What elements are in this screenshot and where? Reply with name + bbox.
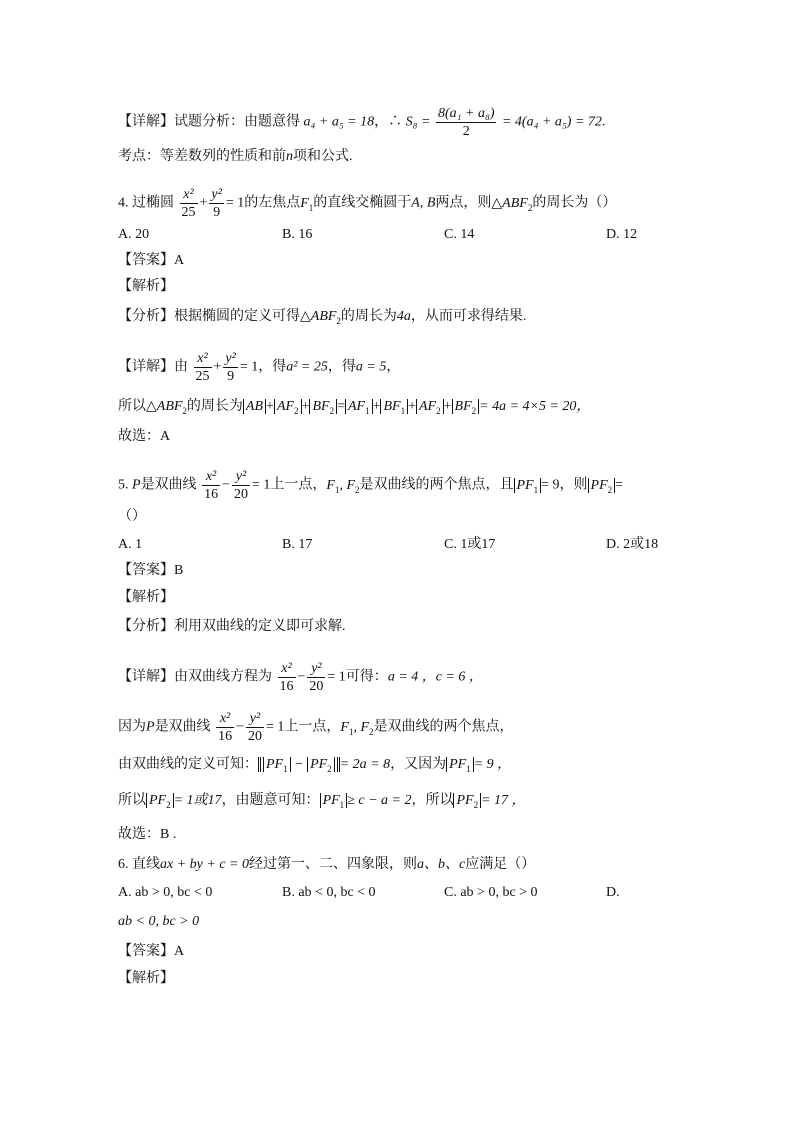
frac-num: x² [278,660,296,678]
q4-detail: 【详解】由 $\frac{\text{x²}}{25}$ + $\frac{\text{y²}}{9}$ = 1，得a² = 25，得a = 5， [118,351,401,384]
a-squared: a² = 25 [286,359,328,375]
because-text: 上一点， [284,719,341,735]
abs-pf2: $PF_2$ [146,793,174,808]
stem-text: 的直线交椭圆于 [313,195,412,211]
abs-bf2: $BF_2$ [309,399,337,414]
abs-ab: AB [243,399,266,414]
hyperbola-y-fraction [307,660,325,695]
q5-stem: 5. P是双曲线 $\frac{\text{x²}}{16}$ − $\frac{\text{y²}}{20}$ = 1上一点，$F_1$, $F_2$是双曲线的两个焦点，且 $PF_1 = 9$，则 $PF_2$ = [118,469,624,502]
abs-af2: $AF_2$ [274,399,302,414]
stem-end: 的周长为（） [532,195,617,211]
q6-stem [118,856,535,874]
def-text: 由双曲线的定义可知： [118,757,258,772]
s8-denominator: 2 [462,124,470,139]
because-end: 是双曲线的两个焦点， [373,719,514,735]
q4-option-c: C. 14 [444,227,475,242]
frac-den: 16 [279,679,294,694]
detail-values: a = 4 ，c = 6 ， [387,669,483,685]
s8-lhs: S₈ = [405,114,431,130]
def-text: ，又因为 [390,757,447,772]
q6-answer: 【答案】A [118,944,185,959]
line-equation: ax + by + c = 0 [160,857,249,872]
kaodian-end: 项和公式. [293,149,353,164]
q5-because: 因为P是双曲线 $\frac{\text{x²}}{16}$ − $\frac{\text{y²}}{20}$ = 1上一点，$F_1$, $F_2$是双曲线的两个焦点， [118,711,514,744]
frac-den: 9 [213,205,221,220]
abs-diff: $PF_1 - PF_2$ [258,757,340,772]
triangle-abf2: $\triangle ABF_2$ [491,195,533,213]
period: . [601,114,606,130]
vars: a、b、c [416,857,466,872]
q6-number: 6. 直线 [118,857,160,872]
so-end: = 17 ， [481,793,526,808]
s8-numerator: 8(a₁ + a₈) [437,106,495,121]
so-value: = 1或17 [173,793,222,808]
q4-option-a: A. 20 [118,227,150,242]
foci: $F_1$, $F_2$ [326,477,360,495]
stem-text: 两点，则 [435,195,492,211]
because-text: 因为 [118,719,146,735]
stem-text: = 9，则 [541,477,588,493]
q6-option-a: A. ab > 0, bc < 0 [118,885,213,900]
q5-so [118,792,526,810]
stem-end: = [615,477,624,493]
point-p: P [146,719,155,735]
q6-jiexi: 【解析】 [118,971,174,986]
so-inequality: ≥ c − a = 2 [347,793,412,808]
frac-den: 16 [218,729,233,744]
def-end: = 9 ， [473,757,512,772]
analysis-text: 根据椭圆的定义可得 [174,309,300,324]
ellipse-y-fraction [223,350,237,385]
frac-den: 25 [195,369,210,384]
abs-bf2: $BF_2$ [452,399,480,414]
abs-pf1: $PF_1$ [446,757,474,772]
abs-pf2: $PF_2$ [453,793,481,808]
s8-fraction [436,105,497,140]
q5-answer: 【答案】B [118,563,184,578]
stem-text: 经过第一、二、四象限，则 [248,857,417,872]
detail-label: 【详解】 [118,114,174,130]
frac-den: 16 [204,487,219,502]
points-ab: A, B [411,195,436,211]
q5-paren: （） [118,509,146,524]
q5-number: 5. [118,477,129,493]
frac-num: y² [211,187,222,202]
analysis-label: 【分析】 [118,309,174,324]
ellipse-x-fraction [194,350,212,385]
frac-num: y² [225,351,236,366]
frac-num: x² [202,468,220,486]
frac-den: 20 [247,729,262,744]
so-text: 所以 [118,793,146,808]
q5-option-a: A. 1 [118,537,143,552]
perimeter-text: 所以 [118,399,146,414]
q3-kaodian [118,148,353,166]
foci: $F_1$, $F_2$ [340,719,374,737]
analysis-label: 【分析】 [118,619,174,634]
frac-num: x² [216,710,234,728]
stem-text: 的左焦点 [244,195,301,211]
stem-text: 是双曲线的两个焦点，且 [359,477,514,493]
q4-number: 4. 过椭圆 [118,195,174,211]
hyperbola-x-fraction [278,660,296,695]
q4-jiexi: 【解析】 [118,279,174,294]
point-p: P [132,477,141,493]
q4-choose: 故选：A [118,429,171,444]
detail-text: 由 [174,359,188,375]
abs-af1: $AF_1$ [345,399,373,414]
ellipse-y-fraction [209,186,223,221]
perimeter-result: = 4a = 4×5 = 20， [479,399,591,414]
frac-num: y² [232,468,250,486]
detail-text: 由双曲线方程为 [174,669,272,685]
analysis-text: 利用双曲线的定义即可求解. [174,619,346,634]
abs-pf2: $PF_2$ [588,478,616,493]
frac-den: 20 [233,487,248,502]
stem-text: 是双曲线 [140,477,197,493]
q4-option-b: B. 16 [282,227,313,242]
analysis-value: 4a [396,309,411,324]
analysis-text: 的周长为 [340,309,397,324]
q5-detail: 【详解】由双曲线方程为 $\frac{\text{x²}}{16}$ − $\frac{\text{y²}}{20}$ = 1可得：a = 4 ，c = 6 ， [118,661,483,694]
detail-text: 可得： [345,669,388,685]
because-text: 是双曲线 [154,719,211,735]
separator: ，∴ [374,114,403,130]
hyperbola-y-fraction [246,710,264,745]
q4-answer: 【答案】A [118,253,185,268]
sum-equation: a₄ + a₅ = 18 [303,114,375,130]
abs-af2: $AF_2$ [416,399,444,414]
a-value: a = 5 [355,359,387,375]
q5-option-d: D. 2或18 [606,537,659,552]
stem-end: 应满足（） [465,857,536,872]
frac-den: 20 [309,679,324,694]
abs-pf1: $PF_1$ [320,793,348,808]
hyperbola-x-fraction [216,710,234,745]
detail-text: ，得 [258,359,287,375]
q5-choose: 故选：B . [118,827,177,842]
so-text: ，所以 [411,793,454,808]
frac-num: x² [180,186,198,204]
q4-option-d: D. 12 [606,227,638,242]
detail-end: ， [386,359,401,375]
q6-option-d: D. [606,885,620,900]
analysis-end: ，从而可求得结果. [410,309,527,324]
q6-option-b: B. ab < 0, bc < 0 [282,885,376,900]
q5-option-b: B. 17 [282,537,313,552]
detail-label: 【详解】 [118,359,174,375]
frac-den: 25 [181,205,196,220]
q5-option-c: C. 1或17 [444,537,496,552]
hyperbola-x-fraction [202,468,220,503]
ellipse-x-fraction [180,186,198,221]
q6-option-c: C. ab > 0, bc > 0 [444,885,538,900]
def-equation: = 2a = 8 [339,757,391,772]
frac-den: 9 [227,369,235,384]
detail-text: 试题分析：由题意得 [174,114,300,130]
focus-f1: $F_1$ [300,195,314,213]
stem-text: 上一点， [270,477,327,493]
q5-definition [118,756,511,774]
frac-num: y² [307,660,325,678]
perimeter-text: 的周长为 [186,399,243,414]
q5-jiexi: 【解析】 [118,590,174,605]
s8-rhs: = 4(a₄ + a₅) = 72 [501,114,602,130]
detail-label: 【详解】 [118,669,174,685]
hyperbola-y-fraction [232,468,250,503]
abs-bf1: $BF_1$ [380,399,408,414]
q3-detail-line [118,105,605,140]
triangle-abf2: $\triangle ABF_2$ [300,309,341,326]
kaodian-text: 考点：等差数列的性质和前 [118,149,286,164]
abs-pf1: $PF_1$ [514,478,542,493]
q4-stem: 4. 过椭圆 $\frac{\text{x²}}{25}$ + $\frac{\text{y²}}{9}$ = 1的左焦点$F_1$的直线交椭圆于A, B两点，则$\triangle ABF_2$的周长为（） [118,187,617,220]
q4-perimeter: 所以$\triangle ABF_2$的周长为 AB + $AF_2 + BF_2 = AF_1 + BF_1 + AF_2 + BF_2 = 4a = 4\times 5 = 20$， [118,399,591,416]
q6-option-d-cont: ab < 0, bc > 0 [118,914,200,929]
frac-num: x² [194,350,212,368]
q4-analysis [118,308,526,326]
detail-text: ，得 [327,359,356,375]
so-text: ，由题意可知： [221,793,320,808]
q5-analysis [118,618,346,636]
triangle-abf2: $\triangle ABF_2$ [146,399,187,416]
frac-num: y² [246,710,264,728]
kaodian-n: n [286,149,293,164]
